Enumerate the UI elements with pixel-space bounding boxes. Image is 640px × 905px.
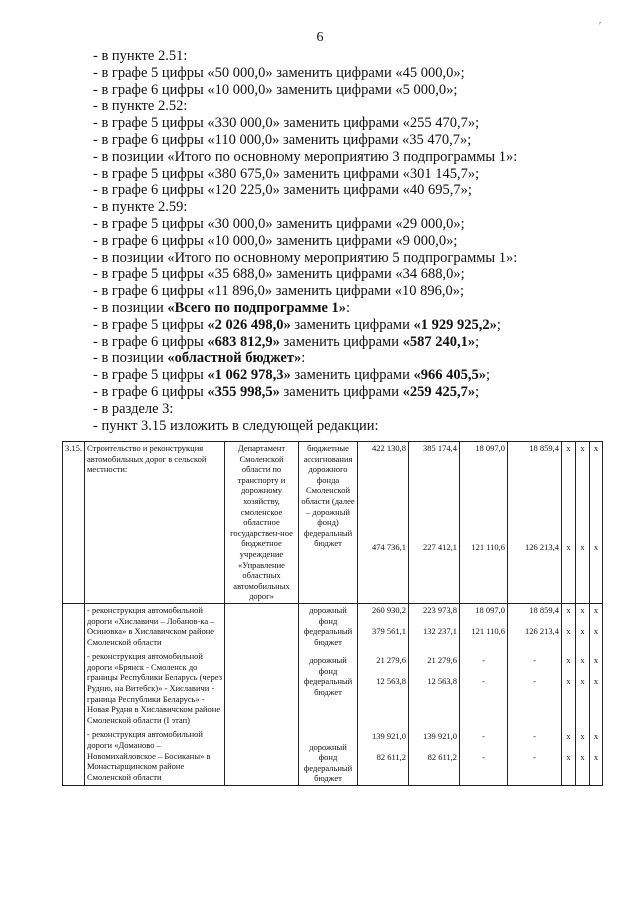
- table-row: [63, 442, 603, 604]
- dash: -: [482, 731, 485, 742]
- cell: [590, 603, 603, 785]
- x-mark: x: [580, 541, 585, 552]
- amendment-line: [93, 350, 517, 367]
- value: 18 097,0: [475, 443, 505, 453]
- text: заменить цифрами: [290, 316, 414, 333]
- dash: -: [533, 676, 536, 687]
- value: 126 213,4: [525, 541, 559, 552]
- x-mark: x: [580, 731, 585, 742]
- cell: [576, 603, 590, 785]
- text: ;: [496, 316, 501, 333]
- cell: [225, 603, 299, 785]
- amendment-line: - в графе 6 цифры «120 225,0» заменить цифрами «40 695,7»;: [93, 182, 472, 199]
- value: 126 213,4: [525, 626, 559, 637]
- dash: -: [482, 676, 485, 687]
- text: ;: [485, 367, 490, 384]
- text: федеральный бюджет: [303, 762, 353, 784]
- text: заменить цифрами: [290, 367, 414, 384]
- cell: [460, 442, 508, 604]
- program-table: [62, 441, 603, 786]
- value: 121 110,6: [471, 541, 505, 552]
- x-mark: x: [566, 752, 571, 763]
- value: 260 930,2: [372, 604, 406, 615]
- amendment-line: - в графе 5 цифры «30 000,0» заменить цифрами «29 000,0»;: [93, 215, 465, 232]
- corner-mark: ′: [599, 21, 602, 32]
- cell: [576, 442, 590, 604]
- x-mark: x: [566, 541, 571, 552]
- text: ;: [475, 333, 480, 350]
- cell: [508, 442, 562, 604]
- text: - реконструкция автомобильной дороги «Брянск - Смоленск до границы Республики Беларусь (через Рудню, на Витебск)» - Хиславичи - граница Республики Беларусь» - Новая Рудня в Хиславичском районе Смоленской области (I этап): [87, 651, 222, 725]
- amendment-line: - в графе 5 цифры «50 000,0» заменить цифрами «45 000,0»;: [93, 64, 465, 81]
- text: :: [301, 350, 306, 367]
- amendment-line: - в пункте 2.51:: [93, 48, 188, 64]
- bold-text: «областной бюджет»: [167, 350, 302, 367]
- bold-text: «Всего по подпрограмме 1»: [167, 299, 347, 316]
- amendment-line: [93, 334, 517, 351]
- text: федеральный бюджет: [303, 626, 353, 647]
- text: дорожный фонд: [309, 604, 347, 626]
- bold-text: «587 240,1»: [402, 333, 476, 350]
- x-mark: x: [580, 626, 585, 637]
- text: - в графе 5 цифры: [93, 316, 208, 333]
- amendment-line: - в графе 5 цифры «380 675,0» заменить цифрами «301 145,7»;: [93, 165, 480, 182]
- x-mark: x: [566, 443, 571, 453]
- x-mark: x: [566, 626, 571, 637]
- x-mark: x: [566, 676, 571, 687]
- text: дорожный фонд: [309, 741, 347, 763]
- amendment-line: [93, 367, 517, 384]
- amendment-line: - в пункте 2.59:: [93, 199, 188, 216]
- x-mark: x: [566, 655, 571, 666]
- amendment-line: - в позиции «Итого по основному мероприятию 3 подпрограммы 1»:: [93, 148, 518, 165]
- cell: [590, 442, 603, 604]
- amendment-line: - в графе 6 цифры «10 000,0» заменить цифрами «9 000,0»;: [93, 232, 458, 249]
- amendment-line: [93, 317, 517, 334]
- x-mark: x: [566, 731, 571, 742]
- value: 21 279,6: [427, 655, 457, 666]
- x-mark: x: [593, 752, 599, 763]
- table-row: [63, 603, 603, 785]
- amendment-list: [93, 48, 517, 434]
- cell: [460, 603, 508, 785]
- x-mark: x: [580, 655, 585, 666]
- cell: [562, 442, 576, 604]
- value: 385 174,4: [423, 443, 457, 453]
- value: 82 611,2: [427, 752, 457, 763]
- x-mark: x: [580, 752, 585, 763]
- x-mark: x: [593, 731, 599, 742]
- amendment-line: - пункт 3.15 изложить в следующей редакции:: [93, 417, 379, 434]
- bold-text: «2 026 498,0»: [207, 316, 291, 333]
- value: 18 859,4: [529, 604, 559, 615]
- value: 18 097,0: [475, 604, 505, 615]
- value: 379 561,1: [372, 626, 406, 637]
- amendment-line: - в графе 5 цифры «35 688,0» заменить цифрами «34 688,0»;: [93, 266, 465, 283]
- value: 139 921,0: [423, 731, 457, 742]
- value: 21 279,6: [376, 655, 406, 666]
- text: - реконструкция автомобильной дороги «Хиславичи – Лобанов-ка – Осиновка» в Хиславичском районе Смоленской области: [87, 604, 215, 647]
- amendment-line: - в графе 6 цифры «110 000,0» заменить цифрами «35 470,7»;: [93, 131, 472, 148]
- x-mark: x: [580, 604, 585, 615]
- text: ;: [475, 383, 480, 400]
- x-mark: x: [593, 655, 599, 666]
- amendment-line: - в графе 6 цифры «10 000,0» заменить цифрами «5 000,0»;: [93, 81, 458, 98]
- text: - в графе 6 цифры: [93, 383, 208, 400]
- amendment-line: - в графе 6 цифры «11 896,0» заменить цифрами «10 896,0»;: [93, 283, 465, 300]
- row-number: 3.15.: [63, 442, 85, 604]
- value: 132 237,1: [423, 626, 457, 637]
- amendment-line: [93, 384, 517, 401]
- amendment-line: - в позиции «Итого по основному мероприятию 5 подпрограммы 1»:: [93, 249, 518, 266]
- cell: [63, 603, 85, 785]
- text: бюджетные ассигнования дорожного фонда Смоленской области (далее – дорожный фонд): [301, 443, 355, 528]
- text: - в графе 5 цифры: [93, 367, 208, 384]
- cell: [409, 442, 460, 604]
- cell: [562, 603, 576, 785]
- bold-text: «1 062 978,3»: [207, 367, 291, 384]
- text: федеральный бюджет: [303, 527, 353, 549]
- cell: [409, 603, 460, 785]
- x-mark: x: [580, 676, 585, 687]
- cell: [358, 603, 409, 785]
- dash: -: [533, 752, 536, 763]
- text: заменить цифрами: [279, 333, 403, 350]
- row-name: [85, 603, 225, 785]
- x-mark: x: [580, 443, 585, 453]
- funding-source: [299, 603, 358, 785]
- value: 474 736,1: [372, 541, 406, 552]
- value: 12 563,8: [427, 676, 457, 687]
- text: заменить цифрами: [279, 383, 403, 400]
- cell: [508, 603, 562, 785]
- dash: -: [533, 655, 536, 666]
- text: - в позиции: [93, 299, 168, 316]
- text: - в позиции: [93, 350, 168, 367]
- x-mark: x: [593, 676, 599, 687]
- row-name: Строительство и реконструкция автомобильных дорог в сельской местности:: [85, 442, 225, 604]
- x-mark: x: [593, 626, 599, 637]
- dash: -: [533, 731, 536, 742]
- bold-text: «1 929 925,2»: [413, 316, 497, 333]
- value: 18 859,4: [529, 443, 559, 453]
- amendment-line: - в пункте 2.52:: [93, 98, 188, 115]
- dash: -: [482, 655, 485, 666]
- dash: -: [482, 752, 485, 763]
- value: 12 563,8: [376, 676, 406, 687]
- funding-source: [299, 442, 358, 604]
- bold-text: «966 405,5»: [413, 367, 486, 384]
- bold-text: «355 998,5»: [207, 383, 280, 400]
- cell: [358, 442, 409, 604]
- text: - реконструкция автомобильной дороги «Доманово – Новомихайловское – Босиканы» в Монастырщинском районе Смоленской области: [87, 729, 211, 782]
- value: 227 412,1: [423, 541, 457, 552]
- text: - в графе 6 цифры: [93, 333, 208, 350]
- value: 139 921,0: [372, 731, 406, 742]
- x-mark: x: [593, 443, 599, 453]
- amendment-line: - в графе 5 цифры «330 000,0» заменить цифрами «255 470,7»;: [93, 115, 480, 132]
- value: 223 973,8: [423, 604, 457, 615]
- amendment-line: [93, 300, 517, 317]
- value: 422 130,8: [372, 443, 406, 453]
- text: :: [346, 299, 351, 316]
- text: дорожный фонд: [309, 655, 347, 676]
- bold-text: «683 812,9»: [207, 333, 280, 350]
- x-mark: x: [593, 604, 599, 615]
- page-number: 6: [316, 30, 324, 45]
- value: 121 110,6: [471, 626, 505, 637]
- value: 82 611,2: [376, 752, 406, 763]
- x-mark: x: [566, 604, 571, 615]
- amendment-line: - в разделе 3:: [93, 400, 174, 417]
- bold-text: «259 425,7»: [402, 383, 476, 400]
- executor: Департамент Смоленской области по транспорту и дорожному хозяйству, смоленское областное государствен-ное бюджетное учреждение «Управление областных автомобильных дорог»: [225, 442, 299, 604]
- x-mark: x: [593, 541, 599, 552]
- text: федеральный бюджет: [303, 676, 353, 698]
